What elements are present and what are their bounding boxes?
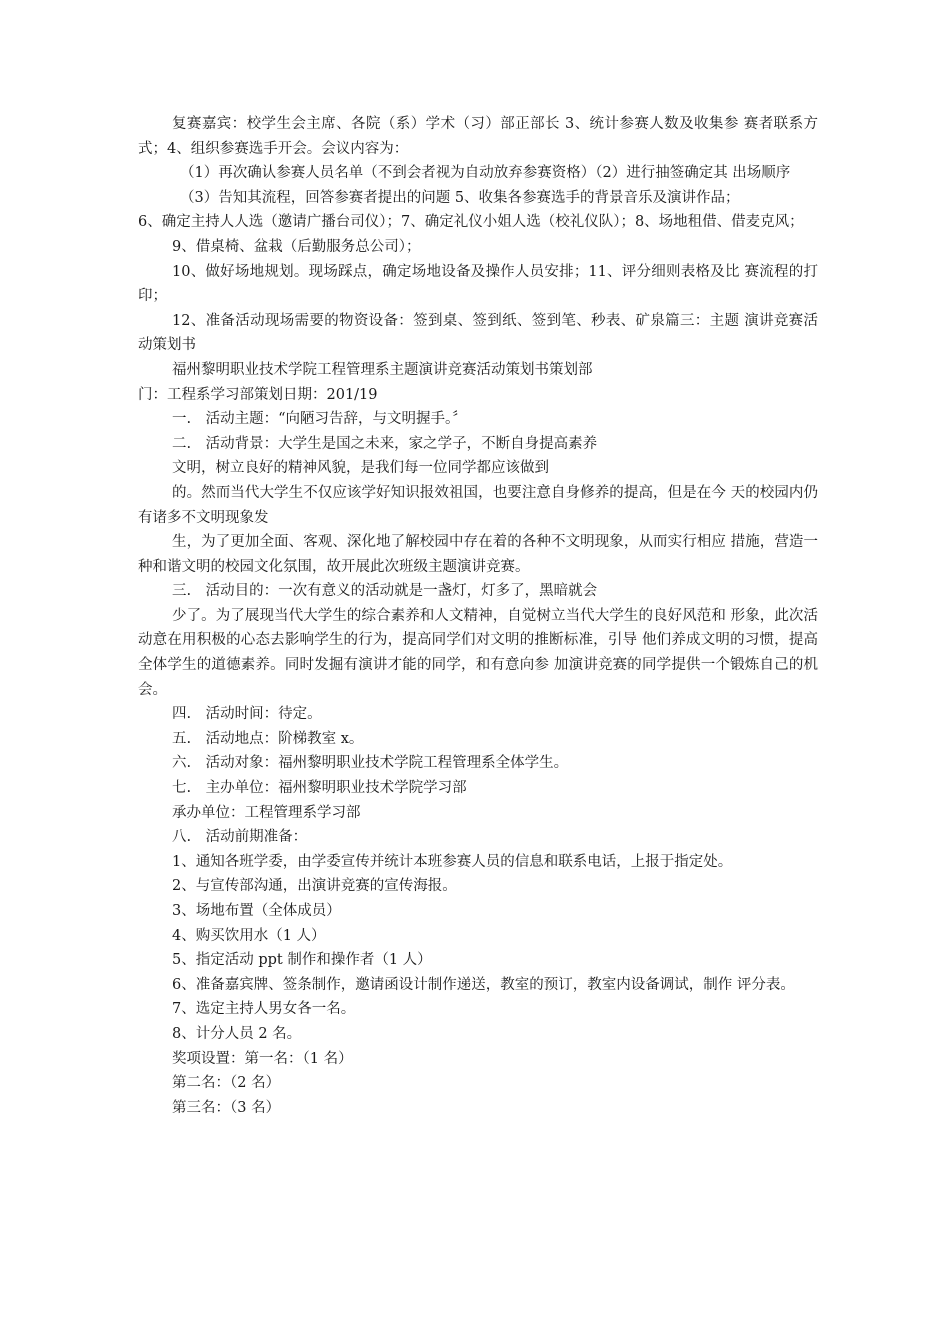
- paragraph: 福州黎明职业技术学院工程管理系主题演讲竞赛活动策划书策划部: [172, 361, 593, 378]
- section-heading: 七. 主办单位：福州黎明职业技术学院学习部: [172, 780, 467, 797]
- award-line: 奖项设置：第一名：（1 名）: [172, 1050, 353, 1067]
- document-body: [138, 112, 818, 1120]
- list-item: 1、通知各班学委，由学委宣传并统计本班参赛人员的信息和联系电话，上报于指定处。: [172, 853, 733, 870]
- paragraph: 的。然而当代大学生不仅应该学好知识报效祖国，也要注意自身修养的提高，但是在今 天的校园内仍有诸多不文明现象发: [138, 484, 818, 526]
- list-item: 2、与宣传部沟通，出演讲竞赛的宣传海报。: [172, 878, 457, 895]
- paragraph: 承办单位：工程管理系学习部: [172, 804, 361, 821]
- list-item: 4、购买饮用水（1 人）: [172, 927, 326, 944]
- section-heading: 四. 活动时间：待定。: [172, 706, 322, 723]
- paragraph: 复赛嘉宾：校学生会主席、各院（系）学术（习）部正部长 3、统计参赛人数及收集参 赛者联系方式；4、组织参赛选手开会。会议内容为：: [138, 116, 818, 157]
- award-line: 第三名：（3 名）: [172, 1099, 281, 1116]
- award-line: 第二名：（2 名）: [172, 1075, 281, 1092]
- section-heading: 一. 活动主题：“向陋习告辞，与文明握手。〞: [172, 411, 467, 428]
- list-item: 7、选定主持人男女各一名。: [172, 1001, 356, 1018]
- section-heading: 二. 活动背景：大学生是国之未来，家之学子，不断自身提高素养: [172, 435, 598, 452]
- paragraph: 文明，树立良好的精神风貌，是我们每一位同学都应该做到: [172, 460, 549, 477]
- paragraph: （3）告知其流程，回答参赛者提出的问题 5、收集各参赛选手的背景音乐及演讲作品；: [180, 189, 740, 206]
- list-item: 3、场地布置（全体成员）: [172, 903, 341, 919]
- section-heading: 八. 活动前期准备：: [172, 829, 308, 846]
- paragraph: 10、做好场地规划。现场踩点，确定场地设备及操作人员安排；11、评分细则表格及比 赛流程的打印；: [138, 263, 818, 305]
- section-heading: 五. 活动地点：阶梯教室 x。: [172, 730, 364, 747]
- list-item: 8、计分人员 2 名。: [172, 1025, 302, 1042]
- paragraph: 生，为了更加全面、客观、深化地了解校园中存在着的各种不文明现象，从而实行相应 措施，营造一种和谐文明的校园文化氛围，故开展此次班级主题演讲竞赛。: [138, 534, 818, 575]
- paragraph: 9、借桌椅、盆栽（后勤服务总公司）；: [172, 238, 421, 255]
- paragraph: （1）再次确认参赛人员名单（不到会者视为自动放弃参赛资格）（2）进行抽签确定其 出场顺序: [180, 165, 791, 182]
- paragraph: 6、确定主持人人选（邀请广播台司仪）；7、确定礼仪小姐人选（校礼仪队）；8、场地租借、借麦克风；: [138, 214, 804, 231]
- paragraph: 12、准备活动现场需要的物资设备：签到桌、签到纸、签到笔、秒表、矿泉篇三：主题 演讲竞赛活动策划书: [138, 312, 818, 354]
- section-heading: 六. 活动对象：福州黎明职业技术学院工程管理系全体学生。: [172, 755, 569, 772]
- section-heading: 三. 活动目的：一次有意义的活动就是一盏灯，灯多了，黑暗就会: [172, 583, 598, 600]
- paragraph: 门：工程系学习部策划日期：201/19: [138, 386, 378, 403]
- list-item: 6、准备嘉宾牌、签条制作，邀请函设计制作递送，教室的预订，教室内设备调试，制作 评分表。: [172, 976, 795, 993]
- list-item: 5、指定活动 ppt 制作和操作者（1 人）: [172, 952, 432, 969]
- paragraph: 少了。为了展现当代大学生的综合素养和人文精神，自觉树立当代大学生的良好风范和 形象，此次活动意在用积极的心态去影响学生的行为，提高同学们对文明的推断标准，引导 他们养成文明的习惯，提高全体学生的道德素养。同时发掘有演讲才能的同学，和有意向参 加演讲竞赛的同学提供一个锻炼自己的机会。: [138, 607, 818, 698]
